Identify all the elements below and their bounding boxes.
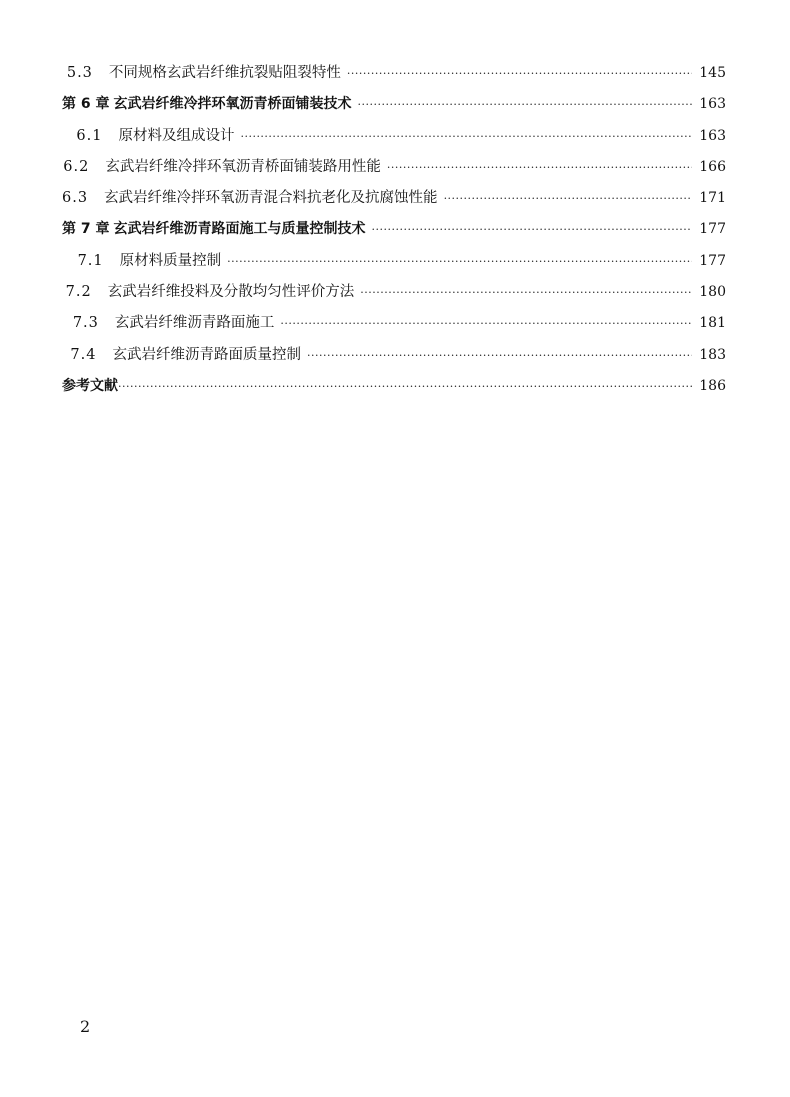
toc-entry-title: 玄武岩纤维投料及分散均匀性评价方法 — [107, 284, 355, 301]
toc-chapter-entry[interactable] — [62, 218, 726, 249]
toc-entry-number: 5.3 — [66, 65, 93, 81]
toc-leader-dots — [358, 94, 693, 116]
toc-entry-title: 玄武岩纤维沥青路面施工 — [114, 315, 275, 332]
toc-chapter-number: 第 6 章 — [62, 96, 110, 113]
toc-entry[interactable] — [62, 187, 726, 218]
toc-entry-number: 6.2 — [63, 158, 90, 175]
toc-leader-dots — [444, 188, 692, 210]
toc-entry[interactable] — [62, 312, 726, 343]
toc-entry-page: 166 — [699, 158, 726, 175]
toc-entry-number: 6.1 — [76, 127, 103, 144]
toc-entry-page: 180 — [699, 284, 726, 301]
toc-entry[interactable] — [62, 125, 726, 156]
toc-entry-page: 186 — [699, 377, 726, 394]
page-number: 2 — [80, 1017, 91, 1036]
toc-entry[interactable] — [62, 281, 726, 312]
toc-chapter-number: 第 7 章 — [62, 221, 110, 238]
toc-entry-page: 177 — [699, 252, 726, 269]
toc-leader-dots — [227, 251, 692, 273]
toc-entry-title: 玄武岩纤维冷拌环氧沥青混合料抗老化及抗腐蚀性能 — [104, 190, 438, 207]
toc-entry-number: 7.4 — [70, 346, 97, 363]
toc-leader-dots — [118, 376, 692, 398]
toc-chapter-title: 玄武岩纤维沥青路面施工与质量控制技术 — [113, 221, 366, 238]
toc-entry-title: 原材料及组成设计 — [118, 127, 235, 144]
toc-leader-dots — [240, 126, 692, 148]
toc-leader-dots — [387, 157, 692, 179]
toc-references-title: 参考文献 — [62, 377, 118, 394]
toc-leader-dots — [307, 345, 692, 367]
toc-entry-page: 177 — [699, 221, 726, 238]
toc-entry-title: 玄武岩纤维沥青路面质量控制 — [112, 346, 301, 363]
toc-entry-number: 7.1 — [77, 252, 104, 269]
table-of-contents — [62, 62, 726, 406]
toc-entry-number: 7.2 — [65, 284, 92, 301]
toc-entry-page: 183 — [699, 346, 726, 363]
toc-entry-title: 玄武岩纤维冷拌环氧沥青桥面铺装路用性能 — [105, 158, 381, 175]
toc-entry-page: 171 — [699, 190, 726, 207]
toc-entry[interactable] — [62, 62, 726, 93]
toc-chapter-entry[interactable] — [62, 93, 726, 124]
toc-entry-title: 原材料质量控制 — [119, 252, 222, 269]
toc-entry-number: 7.3 — [72, 315, 99, 332]
toc-entry-page: 181 — [699, 315, 726, 332]
toc-chapter-title: 玄武岩纤维冷拌环氧沥青桥面铺装技术 — [113, 96, 352, 113]
toc-leader-dots — [280, 313, 692, 335]
toc-entry-page: 163 — [699, 127, 726, 144]
toc-entry[interactable] — [62, 344, 726, 375]
toc-references-entry[interactable] — [62, 375, 726, 406]
toc-entry-number: 6.3 — [62, 190, 89, 207]
toc-entry[interactable] — [62, 250, 726, 281]
toc-entry-page: 163 — [699, 96, 726, 113]
toc-leader-dots — [360, 282, 692, 304]
toc-entry-page: 145 — [699, 65, 726, 81]
toc-leader-dots — [347, 63, 692, 85]
toc-entry-title: 不同规格玄武岩纤维抗裂贴阻裂特性 — [108, 65, 341, 81]
toc-leader-dots — [372, 219, 693, 241]
toc-entry[interactable] — [62, 156, 726, 187]
